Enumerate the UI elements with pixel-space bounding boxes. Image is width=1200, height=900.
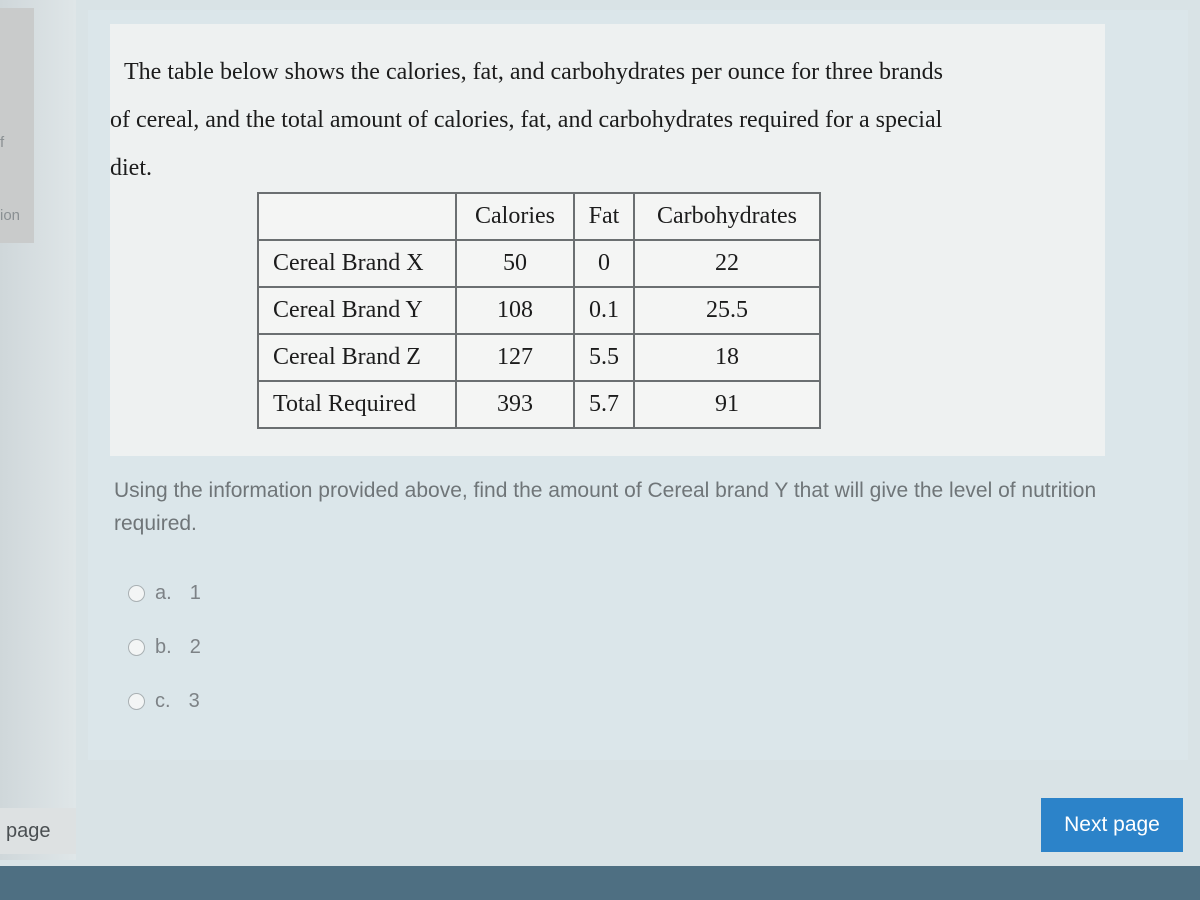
table-header-row: [258, 193, 820, 240]
table-row: [258, 381, 820, 428]
option-c[interactable]: [128, 688, 201, 715]
sidebar-fragment-mid: ion: [0, 207, 21, 224]
row-label: Cereal Brand Z: [258, 334, 456, 381]
question-intro: [110, 48, 1085, 192]
cell-carbohydrates: 25.5: [634, 287, 820, 334]
row-label: Total Required: [258, 381, 456, 428]
cell-fat: 5.7: [574, 381, 634, 428]
option-b[interactable]: [128, 634, 201, 661]
option-value: 1: [189, 582, 201, 604]
cell-carbohydrates: 91: [634, 381, 820, 428]
cell-fat: 0.1: [574, 287, 634, 334]
intro-line-2: of cereal, and the total amount of calories, fat, and carbohydrates required for a special: [110, 107, 943, 133]
option-value: 3: [188, 690, 200, 712]
previous-page-button[interactable]: page: [0, 808, 76, 854]
nutrition-table: [257, 192, 821, 429]
option-letter: c.: [155, 690, 171, 712]
cell-carbohydrates: 22: [634, 240, 820, 287]
cell-fat: 0: [574, 240, 634, 287]
table-row: [258, 240, 820, 287]
left-sidebar: [0, 0, 76, 860]
option-letter: b.: [155, 636, 172, 658]
option-letter: a.: [155, 582, 172, 604]
intro-line-1: The table below shows the calories, fat, and carbohydrates per ounce for three brands: [124, 59, 944, 85]
table-row: [258, 287, 820, 334]
cell-calories: 108: [456, 287, 574, 334]
radio-button-c[interactable]: [128, 693, 145, 710]
table-header-carbohydrates: Carbohydrates: [634, 193, 820, 240]
row-label: Cereal Brand X: [258, 240, 456, 287]
intro-line-3: diet.: [110, 155, 152, 181]
row-label: Cereal Brand Y: [258, 287, 456, 334]
next-page-button[interactable]: Next page: [1041, 798, 1183, 852]
cell-calories: 393: [456, 381, 574, 428]
option-a[interactable]: [128, 580, 201, 607]
cell-calories: 127: [456, 334, 574, 381]
option-value: 2: [189, 636, 201, 658]
radio-button-b[interactable]: [128, 639, 145, 656]
question-prompt: Using the information provided above, find the amount of Cereal brand Y that will give the level of nutrition required.: [114, 479, 1097, 535]
cell-calories: 50: [456, 240, 574, 287]
table-row: [258, 334, 820, 381]
table-header-empty: [258, 193, 456, 240]
bottom-taskbar: [0, 866, 1200, 900]
radio-button-a[interactable]: [128, 585, 145, 602]
answer-options: [128, 580, 201, 742]
table-header-fat: Fat: [574, 193, 634, 240]
cell-fat: 5.5: [574, 334, 634, 381]
table-header-calories: Calories: [456, 193, 574, 240]
cell-carbohydrates: 18: [634, 334, 820, 381]
sidebar-fragment-top: f: [0, 134, 5, 151]
question-stem: [110, 24, 1105, 456]
